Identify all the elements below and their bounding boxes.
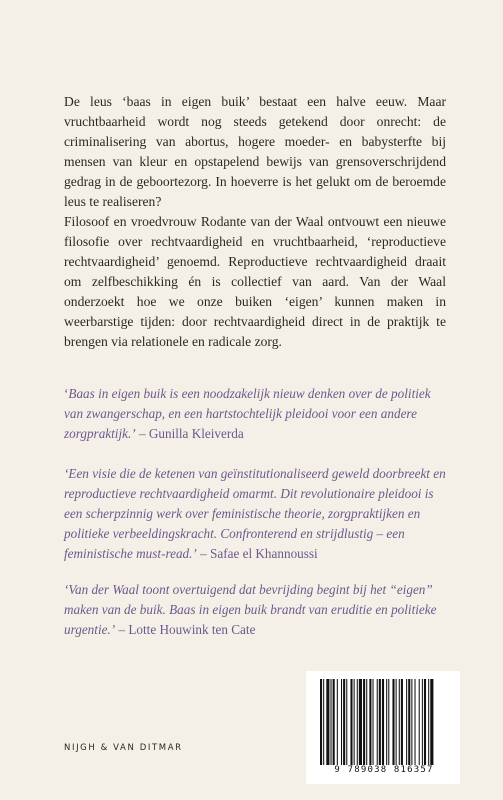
barcode-bar [346,679,347,765]
barcode-bar [331,679,332,765]
quote-author: – Lotte Houwink ten Cate [115,622,256,637]
barcode-bar [388,679,389,765]
barcode-bar [354,679,355,765]
quote-text: ‘Een visie die de ketenen van geïnstitutionaliseerd geweld doorbreekt en reproductieve rechtvaardigheid omarmt. Dit revolutionaire pleidooi is een scherpzinnig werk over feministische theorie, zorgpraktijken en politieke verbeeldingskracht. Confronterend en strijdlustig – een feministische must-read.’ [64,466,446,561]
publisher-name: NIJGH & VAN DITMAR [64,743,183,753]
barcode-bar [343,679,345,765]
barcode-bar [379,679,381,765]
description-paragraph-2: Filosoof en vroedvrouw Rodante van der Waal ontvouwt een nieuwe filosofie over rechtvaardigheid en vruchtbaarheid, ‘reproductieve rechtvaardigheid’ genoemd. Reproductieve rechtvaardigheid draait om zelfbeschikking én is collectief van aard. Van der Waal onderzoekt hoe we onze buiken ‘eigen’ kunnen maken in weerbarstige tijden: door rechtvaardigheid direct in de praktijk te brengen via relationele en radicale zorg. [64,214,446,349]
barcode-bar [337,679,338,765]
barcode-bar [341,679,342,765]
barcode-bar [359,679,362,765]
barcode-bar [382,679,384,765]
barcode-bar [428,679,429,765]
quote-author: – Safae el Khannoussi [196,546,318,561]
barcode-bar [415,679,416,765]
barcode-bars [320,679,446,765]
barcode-bar [369,679,371,765]
blurb-quote-houwink-ten-cate [64,580,446,640]
barcode-bar [430,679,433,765]
quote-text: ‘Van der Waal toont overtuigend dat bevrijding begint bij het “eigen” maken van de buik. [64,582,433,617]
barcode-bar [411,679,412,765]
barcode-bar [357,679,358,765]
quote-author: – Gunilla Kleiverda [135,426,244,441]
quote-book-title: Baas in eigen buik [169,602,267,617]
quote-text: brandt van eruditie en politieke urgentie.’ [64,602,437,637]
barcode-bar [396,679,397,765]
barcode-bar [373,679,374,765]
barcode-bar [333,679,335,765]
barcode-bar [320,679,322,765]
quote-book-title: Baas in eigen buik [68,386,167,401]
barcode-bar [392,679,394,765]
quote-text: is een noodzakelijk nieuw denken over de politiek van zwangerschap, en een hartstochtelijk pleidooi voor een andere zorgpraktijk.’ [64,386,431,441]
blurb-quote-el-khannoussi [64,464,446,564]
blurb-quote-kleiverda [64,384,446,444]
barcode-bar [377,679,378,765]
description-paragraph-1: De leus ‘baas in eigen buik’ bestaat een halve eeuw. Maar vruchtbaarheid wordt nog steeds getekend door onrecht: de criminalisering van abortus, hogere moeder- en babysterfte bij mensen van kleur en opstapelend bewijs van grensoverschrijdend gedrag in de geboortezorg. In hoeverre is het gelukt om de beroemde leus te realiseren? [64,94,446,209]
barcode-bar [399,679,400,765]
barcode-bar [326,679,329,765]
isbn-number: 9 789038 816357 [334,765,434,775]
barcode-bar [422,679,423,765]
barcode-bar [350,679,352,765]
barcode-bar [386,679,387,765]
barcode-bar [424,679,426,765]
barcode-bar [366,679,367,765]
barcode-bar [408,679,410,765]
barcode-bar [401,679,403,765]
barcode-bar [406,679,407,765]
barcode-bar [363,679,365,765]
barcode-bar [323,679,324,765]
quote-open-mark: ‘ [64,386,69,401]
isbn-barcode [306,671,460,784]
barcode-bar [419,679,420,765]
